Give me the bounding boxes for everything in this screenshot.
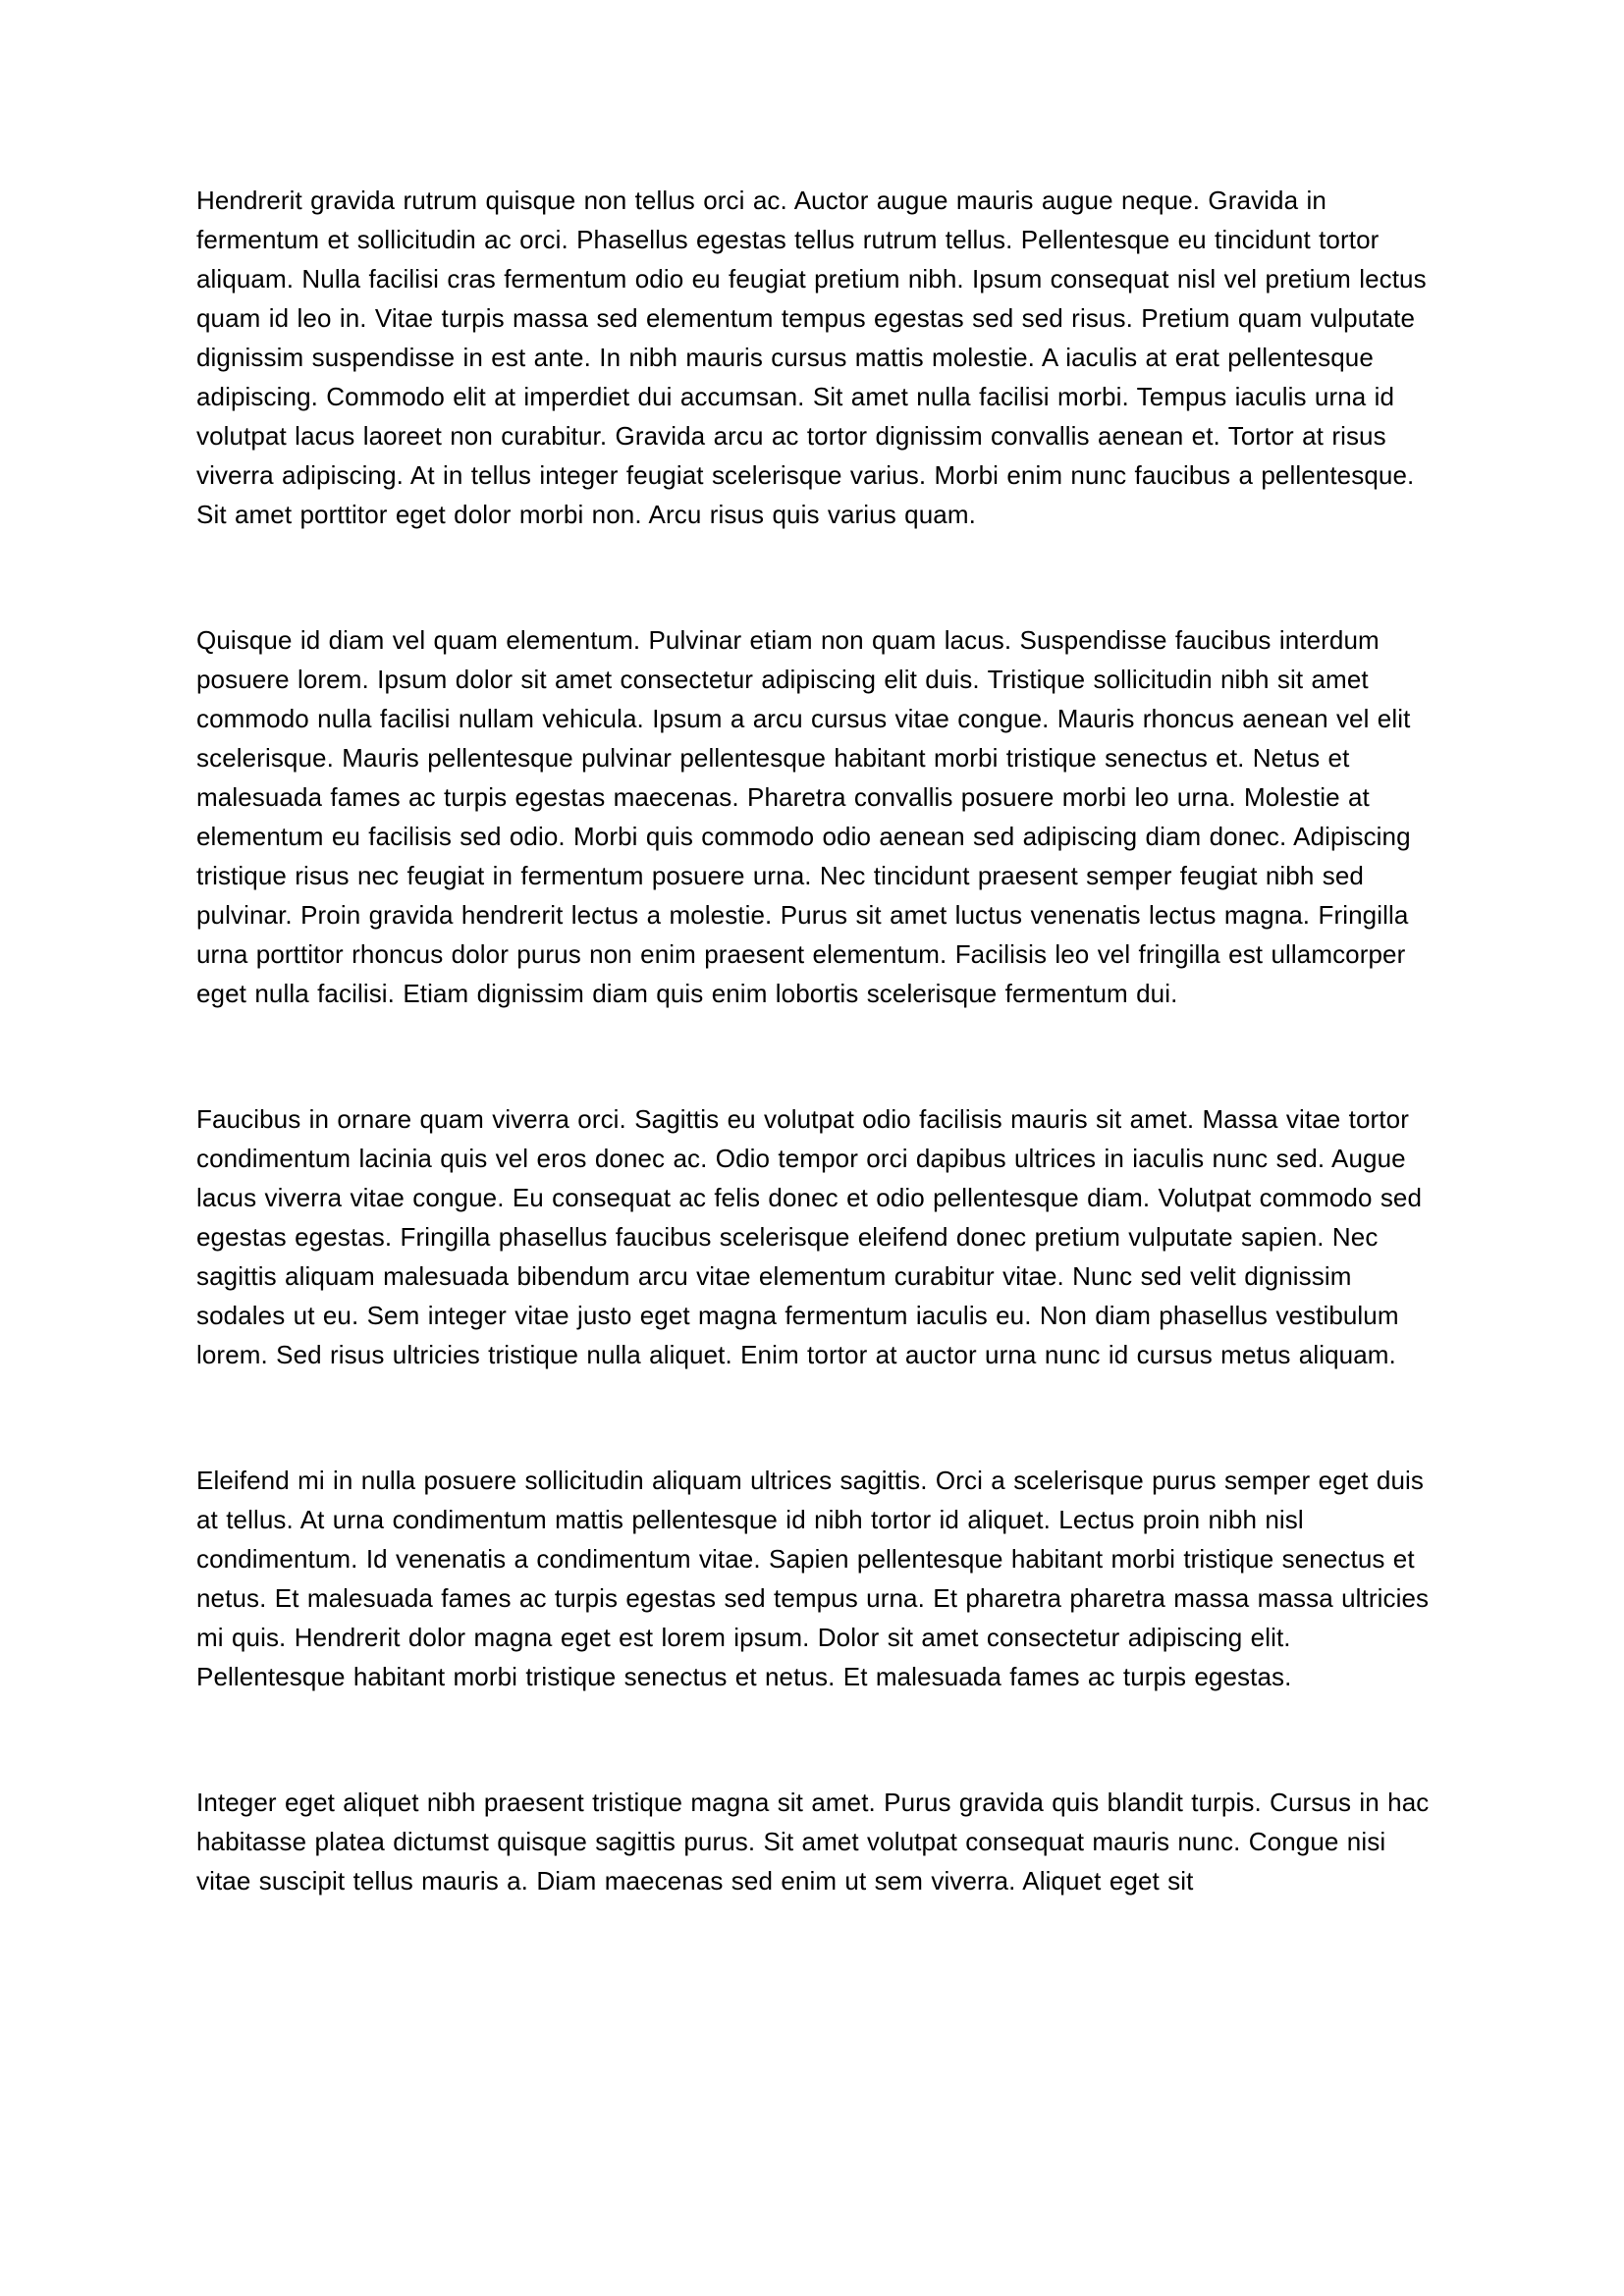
paragraph-5: Integer eget aliquet nibh praesent tristique magna sit amet. Purus gravida quis blandit turpis. Cursus in hac habitasse platea dictumst quisque sagittis purus. Sit amet volutpat consequat mauris nunc. Congue nisi vitae suscipit tellus mauris a. Diam maecenas sed enim ut sem viverra. Aliquet eget sit xyxy=(196,1788,1430,1896)
paragraph-2: Quisque id diam vel quam elementum. Pulvinar etiam non quam lacus. Suspendisse faucibus interdum posuere lorem. Ipsum dolor sit amet consectetur adipiscing elit duis. Tristique sollicitudin nibh sit amet commodo nulla facilisi nullam vehicula. Ipsum a arcu cursus vitae congue. Mauris rhoncus aenean vel elit scelerisque. Mauris pellentesque pulvinar pellentesque habitant morbi tristique senectus et. Netus et malesuada fames ac turpis egestas maecenas. Pharetra convallis posuere morbi leo urna. Molestie at elementum eu facilisis sed odio. Morbi quis commodo odio aenean sed adipiscing diam donec. Adipiscing tristique risus nec feugiat in fermentum posuere urna. Nec tincidunt praesent semper feugiat nibh sed pulvinar. Proin gravida hendrerit lectus a molestie. Purus sit amet luctus venenatis lectus magna. Fringilla urna porttitor rhoncus dolor purus non enim praesent elementum. Facilisis leo vel fringilla est ullamcorper eget nulla facilisi. Etiam dignissim diam quis enim lobortis scelerisque fermentum dui. xyxy=(196,625,1411,1008)
paragraph-3: Faucibus in ornare quam viverra orci. Sagittis eu volutpat odio facilisis mauris sit amet. Massa vitae tortor condimentum lacinia quis vel eros donec ac. Odio tempor orci dapibus ultrices in iaculis nunc sed. Augue lacus viverra vitae congue. Eu consequat ac felis donec et odio pellentesque diam. Volutpat commodo sed egestas egestas. Fringilla phasellus faucibus scelerisque eleifend donec pretium vulputate sapien. Nec sagittis aliquam malesuada bibendum arcu vitae elementum curabitur vitae. Nunc sed velit dignissim sodales ut eu. Sem integer vitae justo eget magna fermentum iaculis eu. Non diam phasellus vestibulum lorem. Sed risus ultricies tristique nulla aliquet. Enim tortor at auctor urna nunc id cursus metus aliquam. xyxy=(196,1104,1423,1369)
paragraph-4: Eleifend mi in nulla posuere sollicitudin aliquam ultrices sagittis. Orci a scelerisque purus semper eget duis at tellus. At urna condimentum mattis pellentesque id nibh tortor id aliquet. Lectus proin nibh nisl condimentum. Id venenatis a condimentum vitae. Sapien pellentesque habitant morbi tristique senectus et netus. Et malesuada fames ac turpis egestas sed tempus urna. Et pharetra pharetra massa massa ultricies mi quis. Hendrerit dolor magna eget est lorem ipsum. Dolor sit amet consectetur adipiscing elit. Pellentesque habitant morbi tristique senectus et netus. Et malesuada fames ac turpis egestas. xyxy=(196,1466,1430,1691)
paragraph-1: Hendrerit gravida rutrum quisque non tellus orci ac. Auctor augue mauris augue neque. Gravida in fermentum et sollicitudin ac orci. Phasellus egestas tellus rutrum tellus. Pellentesque eu tincidunt tortor aliquam. Nulla facilisi cras fermentum odio eu feugiat pretium nibh. Ipsum consequat nisl vel pretium lectus quam id leo in. Vitae turpis massa sed elementum tempus egestas sed sed risus. Pretium quam vulputate dignissim suspendisse in est ante. In nibh mauris cursus mattis molestie. A iaculis at erat pellentesque adipiscing. Commodo elit at imperdiet dui accumsan. Sit amet nulla facilisi morbi. Tempus iaculis urna id volutpat lacus laoreet non curabitur. Gravida arcu ac tortor dignissim convallis aenean et. Tortor at risus viverra adipiscing. At in tellus integer feugiat scelerisque varius. Morbi enim nunc faucibus a pellentesque. Sit amet porttitor eget dolor morbi non. Arcu risus quis varius quam. xyxy=(196,186,1427,529)
